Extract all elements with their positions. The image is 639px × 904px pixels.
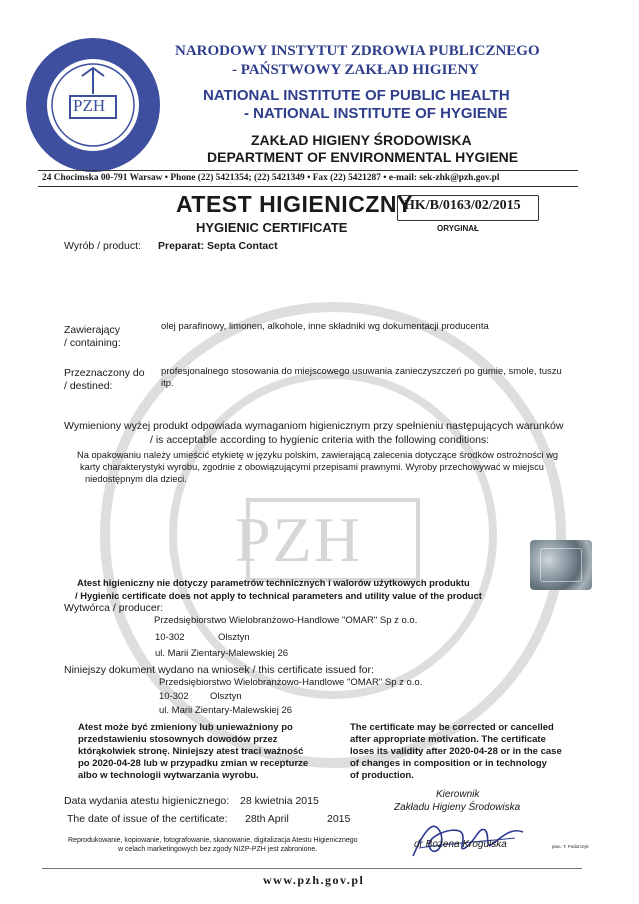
watermark-logo-text: PZH — [235, 504, 362, 575]
institute-name-en-line2: - NATIONAL INSTITUTE OF HYGIENE — [244, 105, 508, 122]
conditions-intro-en: / is acceptable according to hygienic criteria with the following conditions: — [150, 434, 490, 446]
validity-en-line1: The certificate may be corrected or cancelled — [350, 722, 554, 733]
validity-pl-line2: przedstawieniu stosownych dowodów przez — [78, 734, 278, 745]
contact-line: 24 Chocimska 00-791 Warsaw • Phone (22) 5421354; (22) 5421349 • Fax (22) 5421287 • e-mail: sek-zhk@pzh.gov.pl — [42, 173, 500, 183]
institute-name-pl-line1: NARODOWY INSTYTUT ZDROWIA PUBLICZNEGO — [175, 43, 540, 59]
conditions-text-line1: Na opakowaniu należy umieścić etykietę w języku polskim, zawierającą zalecenia dotyczące środków ostrożności wg — [77, 450, 559, 460]
institute-name-pl-line2: - PAŃSTWOWY ZAKŁAD HIGIENY — [232, 62, 480, 78]
issue-date-label-pl: Data wydania atestu higienicznego: — [64, 795, 230, 807]
header-divider-bottom — [38, 186, 578, 187]
issued-for-zip: 10-302 — [159, 691, 189, 702]
signatory-role: Kierownik — [436, 789, 480, 800]
signatory-department: Zakładu Higieny Środowiska — [394, 802, 521, 813]
seal-logo-text: PZH — [73, 96, 106, 115]
certificate-title-pl: ATEST HIGIENICZNY — [176, 191, 413, 217]
header-divider-top — [38, 170, 578, 171]
validity-en-line4: of changes in composition or in technology — [350, 758, 547, 769]
validity-en-line2: after appropriate motivation. The certificate — [350, 734, 546, 745]
conditions-text-line3: niedostępnym dla dzieci. — [85, 474, 187, 484]
destined-label-pl: Przeznaczony do — [64, 367, 145, 379]
producer-name: Przedsiębiorstwo Wielobranżowo-Handlowe "OMAR" Sp z o.o. — [154, 615, 418, 626]
destined-value-line2: itp. — [161, 378, 174, 389]
validity-pl-line4: po 2020-04-28 lub w przypadku zmian w recepturze — [78, 758, 309, 769]
handwritten-signature — [405, 808, 535, 864]
issue-date-value-pl: 28 kwietnia 2015 — [240, 795, 319, 807]
reproduction-notice-line1: Reprodukowanie, kopiowanie, fotografowanie, skanowanie, digitalizacja Atestu Higienicznego — [68, 837, 358, 844]
institute-name-en-line1: NATIONAL INSTITUTE OF PUBLIC HEALTH — [203, 87, 510, 104]
disclaimer-pl: Atest higieniczny nie dotyczy parametrów technicznych i walorów użytkowych produktu — [77, 577, 470, 588]
issue-date-year-en: 2015 — [327, 813, 351, 825]
conditions-intro-pl: Wymieniony wyżej produkt odpowiada wymaganiom higienicznym przy spełnieniu następujących warunków — [64, 420, 564, 432]
producer-label: Wytwórca / producer: — [64, 602, 164, 614]
certificate-title-en: HYGIENIC CERTIFICATE — [196, 220, 348, 235]
containing-label-en: / containing: — [64, 337, 121, 349]
conditions-text-line2: karty charakterystyki wyrobu, zgodnie z obowiązującymi przepisami prawnymi. Wyroby przechowywać w miejscu — [80, 462, 544, 472]
product-value: Preparat: Septa Contact — [158, 240, 278, 252]
original-stamp: ORYGINAŁ — [437, 224, 479, 233]
containing-value: olej parafinowy, limonen, alkohole, inne składniki wg dokumentacji producenta — [161, 321, 489, 332]
footer-divider — [42, 868, 582, 869]
producer-city: Olsztyn — [218, 632, 250, 643]
producer-zip: 10-302 — [155, 632, 185, 643]
website-url: www.pzh.gov.pl — [263, 873, 365, 887]
issued-for-name: Przedsiębiorstwo Wielobranżowo-Handlowe "OMAR" Sp z o.o. — [159, 677, 423, 688]
validity-pl-line3: którąkolwiek stronę. Niniejszy atest traci ważność — [78, 746, 304, 757]
issued-for-label: Niniejszy dokument wydano na wniosek / this certificate issued for: — [64, 664, 374, 676]
department-name-pl: ZAKŁAD HIGIENY ŚRODOWISKA — [251, 132, 472, 148]
issue-date-value-en: 28th April — [245, 813, 289, 825]
reproduction-notice-line2: w celach marketingowych bez zgody NIZP-PZH jest zabronione. — [118, 846, 318, 853]
certificate-number: HK/B/0163/02/2015 — [404, 198, 521, 213]
product-label: Wyrób / product: — [64, 240, 141, 252]
destined-value-line1: profesjonalnego stosowania do miejscowego usuwania zanieczyszczeń po gumie, smole, tuszu — [161, 366, 562, 377]
validity-pl-line1: Atest może być zmieniony lub unieważniony po — [78, 722, 293, 733]
producer-street: ul. Marii Zientary-Malewskiej 26 — [155, 648, 289, 659]
signatory-name: dr Bożena Krogulska — [414, 839, 507, 850]
containing-label-pl: Zawierający — [64, 324, 121, 336]
hologram-sticker — [530, 540, 592, 590]
validity-en-line3: loses its validity after 2020-04-28 or in the case — [350, 746, 562, 757]
department-name-en: DEPARTMENT OF ENVIRONMENTAL HYGIENE — [207, 149, 519, 165]
disclaimer-en: / Hygienic certificate does not apply to technical parameters and utility value of the product — [75, 590, 482, 601]
validity-en-line5: of production. — [350, 770, 414, 781]
prepared-by: prac. T. Fedorczyk — [552, 844, 589, 849]
validity-pl-line5: albo w technologii wytwarzania wyrobu. — [78, 770, 259, 781]
issued-for-city: Olsztyn — [210, 691, 242, 702]
destined-label-en: / destined: — [64, 380, 113, 392]
issue-date-label-en: The date of issue of the certificate: — [67, 813, 228, 825]
issued-for-street: ul. Marii Zientary-Malewskiej 26 — [159, 705, 293, 716]
